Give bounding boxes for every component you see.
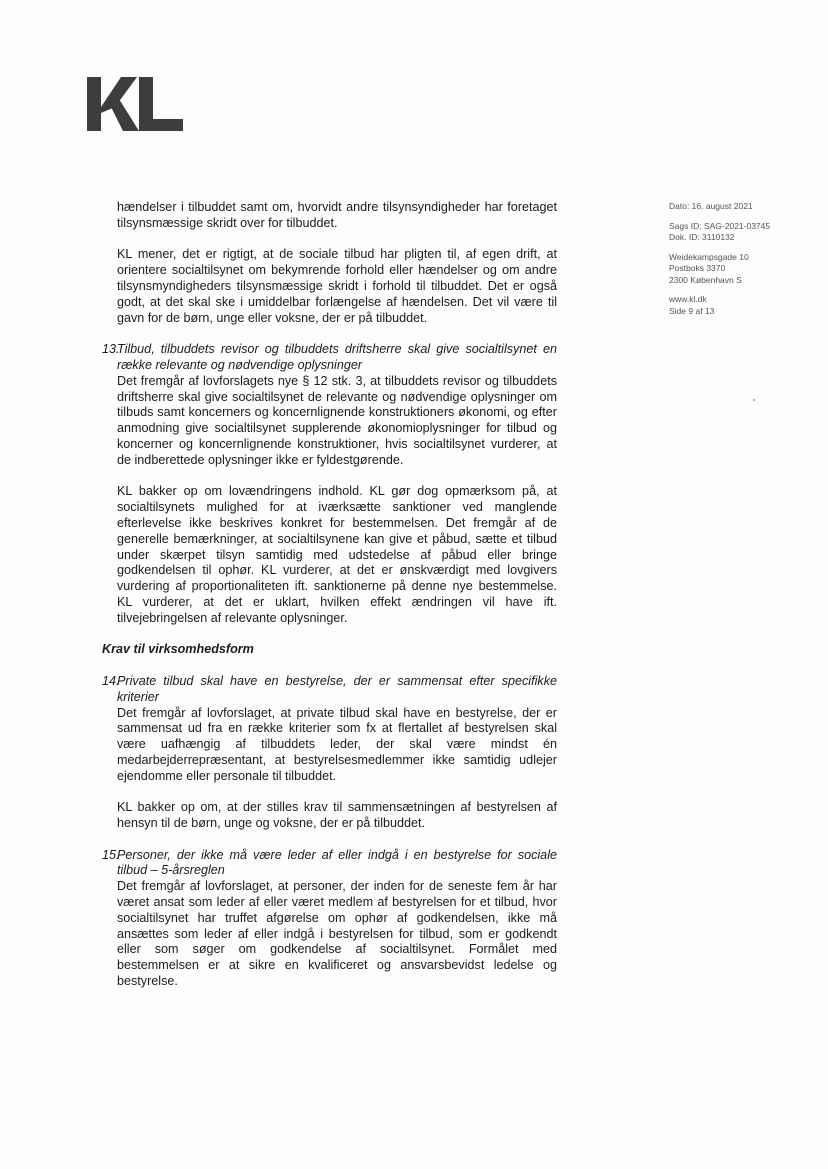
item-title: Private tilbud skal have en bestyrelse, der er sammensat efter specifikke kriterier [117,673,557,704]
numbered-item-14 [102,673,557,785]
address-line: Postboks 3370 [669,263,726,273]
paragraph: KL mener, det er rigtigt, at de sociale tilbud har pligten til, af egen drift, at orientere socialtilsynet om bekymrende forhold eller hændelser og om andre tilsynsmyndigheders tilsynsmæssige skridt i forhold til tilbuddet. Det er også godt, at det skal ske i umiddelbar forlængelse af hændelsen. Det vil være til gavn for de børn, unge eller voksne, der er på tilbuddet. [117,247,557,325]
item-title: Personer, der ikke må være leder af eller indgå i en bestyrelse for sociale tilbud – 5-årsreglen [117,847,557,878]
section-heading: Krav til virksomhedsform [102,642,254,657]
dok-id: Dok. ID: 3110132 [669,232,735,242]
letter-body [102,200,557,1006]
item-title: Tilbud, tilbuddets revisor og tilbuddets driftsherre skal give socialtilsynet en række relevante og nødvendige oplysninger [117,342,557,372]
address-line: Weidekampsgade 10 [669,251,749,262]
paragraph: KL bakker op om lovændringens indhold. KL gør dog opmærksom på, at socialtilsynets mulighed for at iværksætte sanktioner ved manglende efterlevelse ikke beskrives konkret for bestemmelsen. Det fremgår af de generelle bemærkninger, at socialtilsynene kan give et påbud, sætte et tilbud under skærpet tilsyn samtidig med udstedelse af påbud eller bringe godkendelsen til ophør. KL vurderer, at det er ønskværdigt med lovgivers vurdering af proportionaliteten ift. sanktionerne på denne nye bestemmelse. KL vurderer, at det er uklart, hvilken effekt ændringen vil have ift. tilvejebringelsen af relevante oplysninger. [117,484,557,625]
address-line: 2300 København S [669,274,742,285]
numbered-item-15 [102,847,557,990]
website-link[interactable]: www.kl.dk [669,294,707,304]
numbered-item-13 [102,342,557,468]
item-text: Det fremgår af lovforslaget, at private tilbud skal have en bestyrelse, der er sammensat ud fra en række kriterier som fx at flertallet af bestyrelsen skal være uafhængig af tilbuddets leder, der skal være mindst én medarbejderrepræsentant, at bestyrelsesmedlemmer ikke samtidig udlejer ejendomme eller personale til tilbuddet. [117,705,557,783]
date: Dato: 16. august 2021 [669,201,753,211]
scan-speck [753,399,755,401]
paragraph: KL bakker op om, at der stilles krav til sammensætningen af bestyrelsen af hensyn til de børn, unge og voksne, der er på tilbuddet. [117,800,557,831]
item-text: Det fremgår af lovforslagets nye § 12 stk. 3, at tilbuddets revisor og tilbuddets driftsherre skal give socialtilsynet de relevante og nødvendige oplysninger om tilbuds samt koncerners og koncernlignende konstruktioners økonomi, og efter anmodning give socialtilsynet supplerende økonomioplysninger for tilbud og koncerner og koncernlignende konstruktioner, hvis socialtilsynet vurderer, at de indberettede oplysninger ikke er fyldestgørende. [117,373,557,467]
item-text: Det fremgår af lovforslaget, at personer, der inden for de seneste fem år har været ansat som leder af eller været medlem af bestyrelsen for et tilbud, hvor socialtilsynet har truffet afgørelse om ophør af godkendelsen, ikke må ansættes som leder af eller indgå i bestyrelsen for tilbud, som er godkendt eller som søger om godkendelse af socialtilsynet. Formålet med bestemmelsen er at sikre en kvalificeret og ansvarsbevidst ledelse og bestyrelse. [117,879,557,989]
item-number: 15. [102,847,120,862]
kl-logo [87,73,183,135]
item-number: 14. [102,673,120,688]
item-number: 13. [102,342,120,357]
paragraph: hændelser i tilbuddet samt om, hvorvidt andre tilsynsyndigheder har foretaget tilsynsmæssige skridt over for tilbuddet. [117,200,557,230]
page-number: Side 9 af 13 [669,305,715,316]
sags-id: Sags ID: SAG-2021-03745 [669,220,771,231]
document-meta [669,201,809,325]
